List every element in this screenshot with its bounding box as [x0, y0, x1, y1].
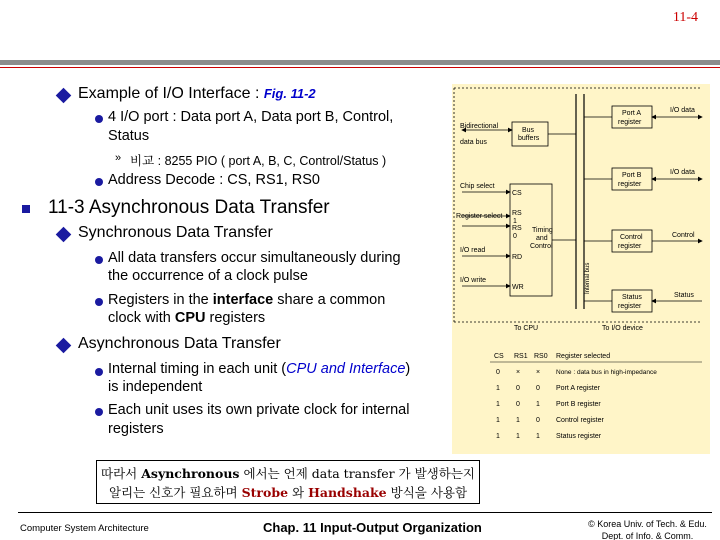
- table-cell: Status register: [556, 433, 602, 440]
- table-cell: ×: [516, 369, 521, 376]
- table-cell: 0: [516, 385, 520, 392]
- fig-timing-2: and: [536, 235, 548, 242]
- fig-bidirectional: Bidirectional: [460, 123, 499, 130]
- async-bullet2-line1: Each unit uses its own private clock for internal: [108, 402, 410, 418]
- async-b1-text-post: ): [405, 361, 411, 377]
- table-cell: 1: [516, 417, 520, 424]
- example-heading: [78, 85, 316, 103]
- fig-register-select: Register select: [456, 213, 503, 220]
- chevron-bullet-icon: »: [115, 152, 122, 164]
- fig-port-a-1: Port A: [622, 110, 642, 117]
- fig-data-bus: data bus: [460, 139, 487, 146]
- fig-io-data-b: I/O data: [670, 169, 695, 176]
- fig-rs1: RS: [512, 210, 522, 217]
- sync-b2-line2-bold: CPU: [174, 310, 206, 326]
- round-bullet-icon: [95, 368, 103, 376]
- fig-control-reg-1: Control: [620, 234, 643, 241]
- table-header-cell: RS0: [534, 353, 548, 360]
- diamond-bullet-icon: [56, 227, 72, 243]
- fig-bus-buffers-1: Bus: [522, 127, 535, 134]
- fig-rs1-sub: 1: [513, 218, 517, 225]
- address-decode: Address Decode : CS, RS1, RS0: [108, 172, 320, 188]
- table-cell: 1: [496, 401, 500, 408]
- sync-b2-bold: interface: [212, 292, 274, 308]
- footer-chapter: Chap. 11 Input-Output Organization: [263, 520, 482, 535]
- fig-status-reg-2: register: [618, 303, 642, 310]
- fig-rs0: RS: [512, 225, 522, 232]
- summary-callout: [96, 460, 480, 504]
- fig-bus-buffers-2: buffers: [518, 135, 540, 142]
- footer-course: Computer System Architecture: [20, 523, 149, 534]
- register-select-table: [490, 353, 702, 440]
- table-cell: 1: [536, 433, 540, 440]
- table-cell: Port A register: [556, 385, 600, 392]
- table-cell: 0: [496, 369, 500, 376]
- fig-cs: CS: [512, 190, 522, 197]
- callout-handshake: Handshake: [308, 485, 387, 500]
- page-number: 11-4: [672, 10, 698, 25]
- round-bullet-icon: [95, 178, 103, 186]
- table-cell: 1: [496, 433, 500, 440]
- fig-chip-select: Chip select: [460, 183, 495, 190]
- fig-io-read: I/O read: [460, 247, 486, 254]
- fig-port-a-2: register: [618, 119, 642, 126]
- table-cell: 0: [536, 417, 540, 424]
- sync-bullet2-line2: [108, 310, 265, 326]
- table-cell: 1: [496, 417, 500, 424]
- table-cell: 0: [536, 385, 540, 392]
- fig-io-write: I/O write: [460, 277, 487, 284]
- table-header-cell: Register selected: [556, 353, 611, 360]
- fig-status-out: Status: [674, 292, 694, 299]
- round-bullet-icon: [95, 408, 103, 416]
- fig-to-cpu: To CPU: [514, 325, 539, 332]
- fig-control-reg-2: register: [618, 243, 642, 250]
- fig-rs0-sub: 0: [513, 233, 517, 240]
- sync-b2-text-post: share a common: [273, 292, 386, 308]
- footer-copyright-line2: Dept. of Info. & Comm.: [601, 531, 694, 540]
- sync-bullet2-line1: [108, 292, 385, 308]
- async-heading: Asynchronous Data Transfer: [78, 335, 281, 352]
- table-cell: ×: [536, 369, 541, 376]
- callout-line2: [97, 483, 479, 502]
- round-bullet-icon: [95, 298, 103, 306]
- table-header-cell: CS: [494, 353, 504, 360]
- sync-bullet1-line2: the occurrence of a clock pulse: [108, 268, 308, 284]
- compare-line: 비교 : 8255 PIO ( port A, B, C, Control/Status ): [130, 154, 387, 168]
- fig-control-out: Control: [672, 232, 695, 239]
- table-cell: 0: [516, 401, 520, 408]
- section-heading: 11-3 Asynchronous Data Transfer: [48, 197, 330, 218]
- round-bullet-icon: [95, 256, 103, 264]
- diamond-bullet-icon: [56, 88, 72, 104]
- fig-io-data-a: I/O data: [670, 107, 695, 114]
- callout-bold: Asynchronous: [141, 466, 240, 481]
- example-heading-text: Example of I/O Interface :: [78, 85, 264, 102]
- callout-strobe: Strobe: [241, 485, 289, 500]
- async-b1-italic: CPU and Interface: [286, 361, 406, 377]
- fig-to-io-device: To I/O device: [602, 325, 643, 332]
- sync-heading: Synchronous Data Transfer: [78, 224, 273, 241]
- footer-copyright: [580, 518, 715, 540]
- callout-text: 와: [288, 485, 309, 500]
- fig-timing-1: Timing: [532, 227, 553, 234]
- figure-reference: Fig. 11-2: [263, 86, 316, 101]
- callout-line1: [97, 464, 479, 483]
- footer-rule: [18, 512, 712, 513]
- sync-b2-text: Registers in the: [108, 292, 213, 308]
- io-port-line2: Status: [108, 128, 150, 144]
- fig-status-reg-1: Status: [622, 294, 642, 301]
- callout-text: 방식을 사용함: [386, 485, 468, 500]
- square-bullet-icon: [22, 205, 30, 213]
- async-bullet1-line2: is independent: [108, 379, 203, 395]
- fig-port-b-1: Port B: [622, 172, 642, 179]
- footer-copyright-line1: © Korea Univ. of Tech. & Edu.: [588, 519, 707, 529]
- io-interface-figure: [452, 84, 710, 454]
- fig-wr: WR: [512, 284, 524, 291]
- title-rule: [0, 60, 720, 65]
- table-cell: Control register: [556, 417, 604, 424]
- title-rule-accent: [0, 67, 720, 68]
- table-header-cell: RS1: [514, 353, 528, 360]
- callout-text: 알리는 신호가 필요하며: [108, 485, 242, 500]
- async-b1-text: Internal timing in each unit (: [108, 361, 287, 377]
- fig-port-b-2: register: [618, 181, 642, 188]
- table-cell: None : data bus in high-impedance: [556, 369, 657, 376]
- callout-text: 따라서: [101, 466, 142, 481]
- table-cell: Port B register: [556, 401, 601, 408]
- table-cell: 1: [496, 385, 500, 392]
- sync-b2-line2-post: registers: [205, 310, 266, 326]
- sync-bullet1-line1: All data transfers occur simultaneously during: [108, 250, 401, 266]
- round-bullet-icon: [95, 115, 103, 123]
- async-bullet2-line2: registers: [108, 421, 164, 437]
- table-cell: 1: [536, 401, 540, 408]
- table-cell: 1: [516, 433, 520, 440]
- fig-internal-bus: Internal bus: [585, 262, 591, 294]
- fig-rd: RD: [512, 254, 523, 261]
- async-bullet1-line1: [108, 361, 410, 377]
- sync-b2-line2-text: clock with: [108, 310, 175, 326]
- callout-text: 에서는 언제 data transfer 가 발생하는지: [239, 466, 475, 481]
- diamond-bullet-icon: [56, 338, 72, 354]
- io-port-line1: 4 I/O port : Data port A, Data port B, Control,: [108, 109, 394, 125]
- fig-timing-3: Control: [530, 243, 553, 250]
